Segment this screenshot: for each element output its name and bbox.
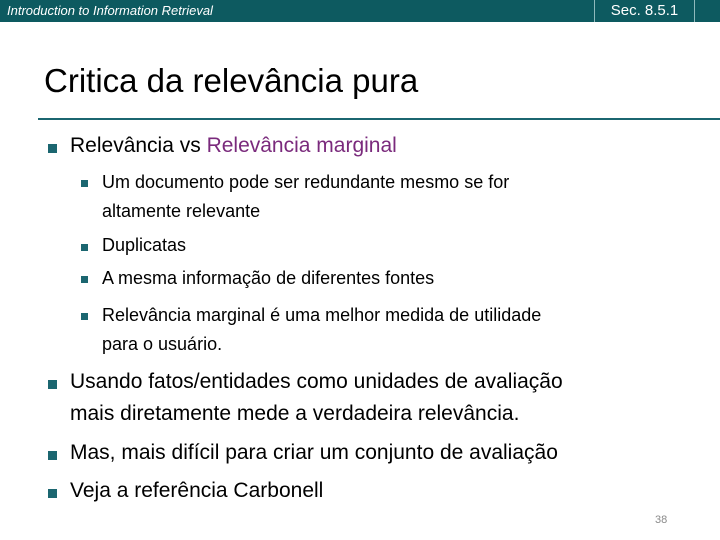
sub-bullet-1-line-1: Um documento pode ser redundante mesmo se for [102, 172, 510, 192]
sub-bullet-square-icon [81, 180, 88, 187]
sub-bullet-3: A mesma informação de diferentes fontes [102, 268, 435, 288]
section-box [594, 0, 695, 22]
title-divider [38, 118, 720, 120]
sub-bullet-4-line-1: Relevância marginal é uma melhor medida de utilidade [102, 305, 542, 325]
sub-bullet-square-icon [81, 276, 88, 283]
bullet-lower-3: Veja a referência Carbonell [70, 479, 324, 502]
sub-bullet-1-line-2: altamente relevante [102, 201, 261, 221]
bullet-relevancia [70, 134, 397, 158]
slide-title: Critica da relevância pura [44, 62, 419, 99]
highlight-text: Relevância marginal [206, 134, 397, 157]
sub-bullet-4-line-2: para o usuário. [102, 334, 223, 354]
bullet-square-icon [48, 451, 57, 460]
bullet-lower-2: Mas, mais difícil para criar um conjunto de avaliação [70, 441, 558, 464]
sub-bullet-2: Duplicatas [102, 235, 187, 255]
page-number: 38 [655, 514, 668, 526]
sub-bullet-square-icon [81, 244, 88, 251]
bullet-lower-1-line-2: mais diretamente mede a verdadeira relevância. [70, 402, 520, 425]
bullet-lower-1-line-1: Usando fatos/entidades como unidades de avaliação [70, 370, 563, 393]
section-label: Sec. 8.5.1 [610, 2, 679, 19]
bullet-text: Relevância vs [70, 134, 207, 157]
bullet-square-icon [48, 144, 57, 153]
course-title: Introduction to Information Retrieval [7, 3, 213, 18]
bullet-square-icon [48, 380, 57, 389]
sub-bullet-square-icon [81, 313, 88, 320]
bullet-square-icon [48, 489, 57, 498]
